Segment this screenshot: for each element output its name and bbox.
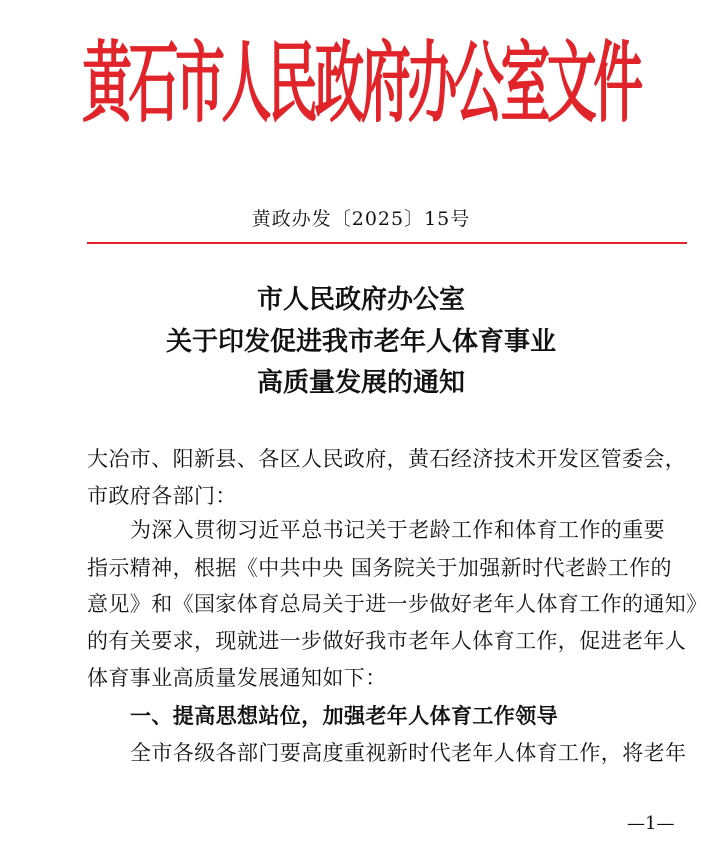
page-number: —1— — [627, 813, 675, 834]
recipients-line-2: 市政府各部门： — [87, 484, 237, 508]
recipients-line-1: 大冶市、阳新县、各区人民政府，黄石经济技术开发区管委会， — [87, 447, 687, 471]
title-line-1: 市人民政府办公室 — [256, 285, 465, 315]
paragraph-line: 全市各级各部门要高度重视新时代老年人体育工作，将老年 — [130, 741, 687, 765]
document-number: 黄政办发〔2025〕15号 — [251, 208, 471, 230]
title-line-2: 关于印发促进我市老年人体育事业 — [165, 327, 556, 357]
paragraph-line: 意见》和《国家体育总局关于进一步做好老年人体育工作的通知》 — [87, 592, 708, 616]
red-divider-line — [87, 242, 687, 244]
title-line-3: 高质量发展的通知 — [256, 368, 465, 398]
section-heading: 一、提高思想站位，加强老年人体育工作领导 — [130, 704, 558, 728]
paragraph-line: 的有关要求，现就进一步做好我市老年人体育工作，促进老年人 — [87, 629, 687, 653]
masthead-title: 黄石市人民政府办公室文件 — [82, 32, 640, 136]
paragraph-line: 指示精神，根据《中共中央 国务院关于加强新时代老龄工作的 — [87, 556, 672, 580]
paragraph-line: 体育事业高质量发展通知如下： — [87, 666, 387, 690]
paragraph-line: 为深入贯彻习近平总书记关于老龄工作和体育工作的重要 — [130, 518, 665, 542]
